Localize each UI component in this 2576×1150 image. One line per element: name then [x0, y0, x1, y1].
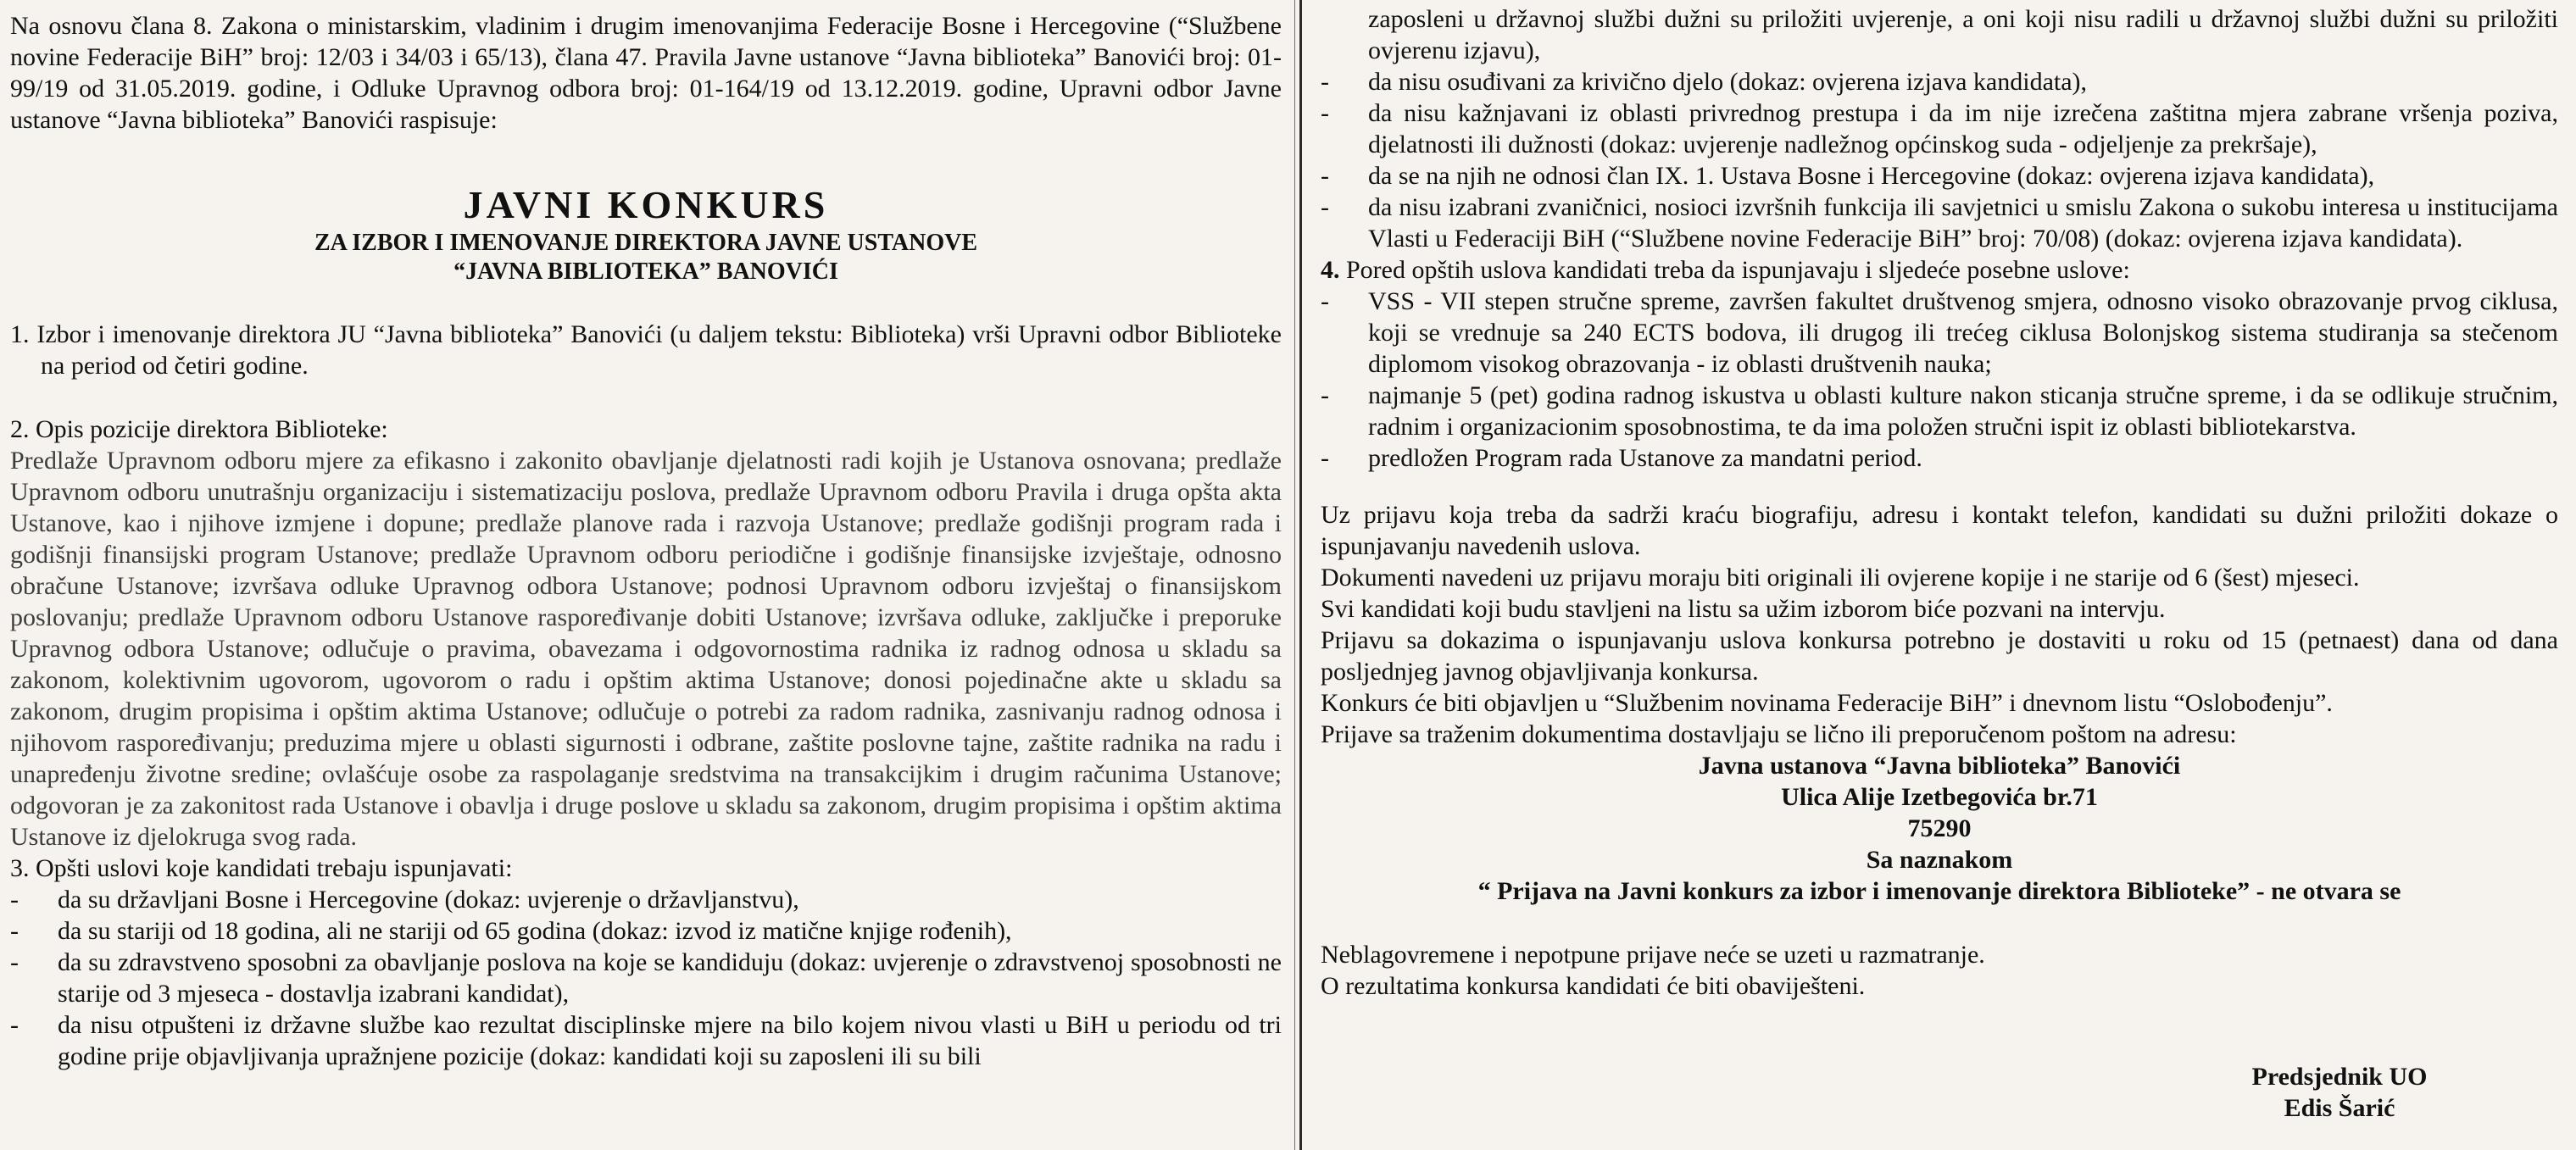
- section-3: [10, 853, 1282, 1072]
- section-1-text: Izbor i imenovanje direktora JU “Javna biblioteka” Banovići (u daljem tekstu: Biblioteka) vrši Upravni odbor Biblioteke na period od četiri godine.: [36, 320, 1282, 380]
- section-4-list: [1321, 286, 2558, 474]
- application-instructions: [1321, 499, 2558, 750]
- section-1: [10, 319, 1282, 381]
- paragraph-results: O rezultatima konkursa kandidati će biti obaviješteni.: [1321, 972, 1866, 1000]
- signature-block: [2170, 1061, 2509, 1124]
- column-divider-thin: [1294, 0, 1295, 1150]
- notice-subtitle-line1: ZA IZBOR I IMENOVANJE DIREKTORA JAVNE USTANOVE: [314, 230, 978, 256]
- paragraph-interview: Svi kandidati koji budu stavljeni na listu sa užim izborom biće pozvani na intervju.: [1321, 595, 2166, 623]
- paragraph-documents: Dokumenti navedeni uz prijavu moraju biti originali ili ovjerene kopije i ne starije od 6 (šest) mjeseci.: [1321, 564, 2360, 592]
- dash-mark: -: [1321, 287, 1329, 315]
- section-1-number: 1.: [10, 320, 30, 348]
- list-item: - da nisu otpušteni iz državne službe kao rezultat disciplinske mjere na bilo kojem nivou vlasti u BiH u periodu od tri godine prije objavljivanja upražnjene pozicije (dokaz: kandidati koji su zaposleni ili su bili: [10, 1011, 1282, 1070]
- section-1-paragraph: [10, 319, 1282, 381]
- continuation-text: zaposleni u državnoj službi dužni su priložiti uvjerenje, a oni koji nisu radili u državnoj službi dužni su priložiti ovjerenu izjavu),: [1368, 5, 2558, 64]
- dash-mark: -: [1321, 68, 1329, 96]
- address-block: [1321, 750, 2558, 907]
- paragraph-delivery: Prijave sa traženim dokumentima dostavljaju se lično ili preporučenom poštom na adresu:: [1321, 720, 2237, 748]
- list-item: - da nisu osuđivani za krivično djelo (dokaz: ovjerena izjava kandidata),: [1321, 68, 2088, 96]
- paragraph-late-applications: Neblagovremene i nepotpune prijave neće se uzeti u razmatranje.: [1321, 941, 1985, 969]
- list-item: - da se na njih ne odnosi član IX. 1. Ustava Bosne i Hercegovine (dokaz: ovjerena izjava kandidata),: [1321, 162, 2375, 190]
- list-item: - da su zdravstveno sposobni za obavljanje poslova na koje se kandiduju (dokaz: uvjerenje o zdravstvenoj sposobnosti ne starije od 3 mjeseca - dostavlja izabrani kandidat),: [10, 948, 1282, 1008]
- left-column: [10, 10, 1282, 1072]
- dash-mark: -: [10, 917, 19, 945]
- right-column: [1321, 3, 2558, 1002]
- signature-name: Edis Šarić: [2284, 1094, 2395, 1122]
- section-2-heading: 2. Opis pozicije direktora Biblioteke:: [10, 415, 388, 443]
- dash-mark: -: [1321, 193, 1329, 221]
- list-item: - da su državljani Bosne i Hercegovine (dokaz: uvjerenje o državljanstvu),: [10, 886, 799, 914]
- paragraph-application-content: Uz prijavu koja treba da sadrži kraću biografiju, adresu i kontakt telefon, kandidati su dužni priložiti dokaze o ispunjavanju navedenih uslova.: [1321, 501, 2558, 560]
- address-note: “ Prijava na Javni konkurs za izbor i imenovanje direktora Biblioteke” - ne otvara se: [1477, 877, 2401, 905]
- notice-title: JAVNI KONKURS: [463, 183, 829, 226]
- dash-mark: -: [10, 1011, 19, 1039]
- dash-mark: -: [10, 948, 19, 976]
- address-postcode: 75290: [1907, 814, 1972, 842]
- list-item: - da su stariji od 18 godina, ali ne stariji od 65 godina (dokaz: izvod iz matične knjige rođenih),: [10, 917, 1012, 945]
- address-institution: Javna ustanova “Javna biblioteka” Banovići: [1698, 752, 2181, 780]
- notice-subtitle-line2: “JAVNA BIBLIOTEKA” BANOVIĆI: [453, 258, 838, 285]
- signature-title: Predsjednik UO: [2251, 1063, 2428, 1091]
- section-4: [1321, 254, 2558, 474]
- section-2-text: Predlaže Upravnom odboru mjere za efikasno i zakonito obavljanje djelatnosti radi kojih je Ustanova osnovana; predlaže Upravnom odboru unutrašnju organizaciju i sistematizaciju poslova, predlaže Upravnom odboru Pravila i druga opšta akta Ustanove, kao i njihove izmjene i dopune; predlaže planove rada i razvoja Ustanove; predlaže godišnji program rada i godišnji finansijski program Ustanove; predlaže Upravnom odboru periodične i godišnje finansijske izvještaje, odnosno obračune Ustanove; izvršava odluke Upravnog odbora Ustanove; podnosi Upravnom odboru izvještaj o finansijskom poslovanju; predlaže Upravnom odboru Ustanove raspoređivanje dobiti Ustanove; izvršava odluke, zaključke i preporuke Upravnog odbora Ustanove; odlučuje o pravima, obavezama i odgovornostima radnika iz radnog odnosa u skladu sa zakonom, kolektivnim ugovorom, ugovorom o radu i opštim aktima Ustanove; donosi pojedinačne akte u skladu sa zakonom, drugim propisima i opštim aktima Ustanove; odlučuje o potrebi za radom radnika, zasnivanju radnog odnosa i njihovom raspoređivanju; preduzima mjere u oblasti sigurnosti i odbrane, zaštite poslovne tajne, zaštite radnika na radu i unapređenju životne sredine; ovlašćuje osobe za raspolaganje sredstvima na transakcijkim i drugim računima Ustanove; odgovoran je za zakonitost rada Ustanove i obavlja i druge poslove u skladu sa zakonom, drugim propisima i opštim aktima Ustanove iz djelokruga svog rada.: [10, 447, 1282, 851]
- section-3-heading: 3. Opšti uslovi koje kandidati trebaju ispunjavati:: [10, 854, 513, 882]
- column-divider: [1299, 0, 1302, 1150]
- section-3-list: [10, 884, 1282, 1072]
- list-item: - najmanje 5 (pet) godina radnog iskustva u oblasti kulture nakon sticanja stručne spreme, i da se odlikuje stručnim, radnim i organizacionim sposobnostima, te da ima položen stručni ispit iz oblasti bibliotekarstva.: [1321, 381, 2558, 441]
- dash-mark: -: [10, 886, 19, 914]
- address-street: Ulica Alije Izetbegovića br.71: [1781, 783, 2098, 811]
- section-4-heading-text: Pored opštih uslova kandidati treba da ispunjavaju i sljedeće posebne uslove:: [1346, 256, 2130, 284]
- list-item: - VSS - VII stepen stručne spreme, završen fakultet društvenog smjera, odnosno visoko obrazovanje prvog ciklusa, koji se vrednuje sa 240 ECTS bodova, ili drugog ili trećeg ciklusa Bolonjskog sistema studiranja sa stečenom diplomom visokog obrazovanja - iz oblasti društvenih nauka;: [1321, 287, 2558, 378]
- list-item: - da nisu kažnjavani iz oblasti privrednog prestupa i da im nije izrečena zaštitna mjera zabrane vršenja poziva, djelatnosti ili dužnosti (dokaz: uvjerenje nadležnog općinskog suda - odjeljenje za prekršaje),: [1321, 99, 2558, 158]
- dash-mark: -: [1321, 444, 1329, 472]
- closing-notes: [1321, 939, 2558, 1002]
- paragraph-deadline: Prijavu sa dokazima o ispunjavanju uslova konkursa potrebno je dostaviti u roku od 15 (petnaest) dana od dana posljednjeg javnog objavljivanja konkursa.: [1321, 626, 2558, 686]
- list-item: - da nisu izabrani zvaničnici, nosioci izvršnih funkcija ili savjetnici u smislu Zakona o sukobu interesa u institucijama Vlasti u Federaciji BiH (“Službene novine Federacije BiH” broj: 70/08) (dokaz: ovjerena izjava kandidata).: [1321, 193, 2558, 253]
- section-4-heading: [1321, 254, 2558, 286]
- address-note-label: Sa naznakom: [1866, 846, 2013, 874]
- intro-paragraph: Na osnovu člana 8. Zakona o ministarskim, vladinim i drugim imenovanjima Federacije Bosne i Hercegovine (“Službene novine Federacije BiH” broj: 12/03 i 34/03 i 65/13), člana 47. Pravila Javne ustanove “Javna biblioteka” Banovići broj: 01-99/19 od 31.05.2019. godine, i Odluke Upravnog odbora broj: 01-164/19 od 13.12.2019. godine, Upravni odbor Javne ustanove “Javna biblioteka” Banovići raspisuje:: [10, 12, 1282, 134]
- section-3-list-continued: [1321, 66, 2558, 254]
- dash-mark: -: [1321, 381, 1329, 409]
- paragraph-publication: Konkurs će biti objavljen u “Službenim novinama Federacije BiH” i dnevnom listu “Oslobođenju”.: [1321, 689, 2333, 717]
- section-4-number: 4.: [1321, 256, 1340, 284]
- dash-mark: -: [1321, 162, 1329, 190]
- dash-mark: -: [1321, 99, 1329, 127]
- section-2: [10, 414, 1282, 853]
- list-item: - predložen Program rada Ustanove za mandatni period.: [1321, 444, 1922, 472]
